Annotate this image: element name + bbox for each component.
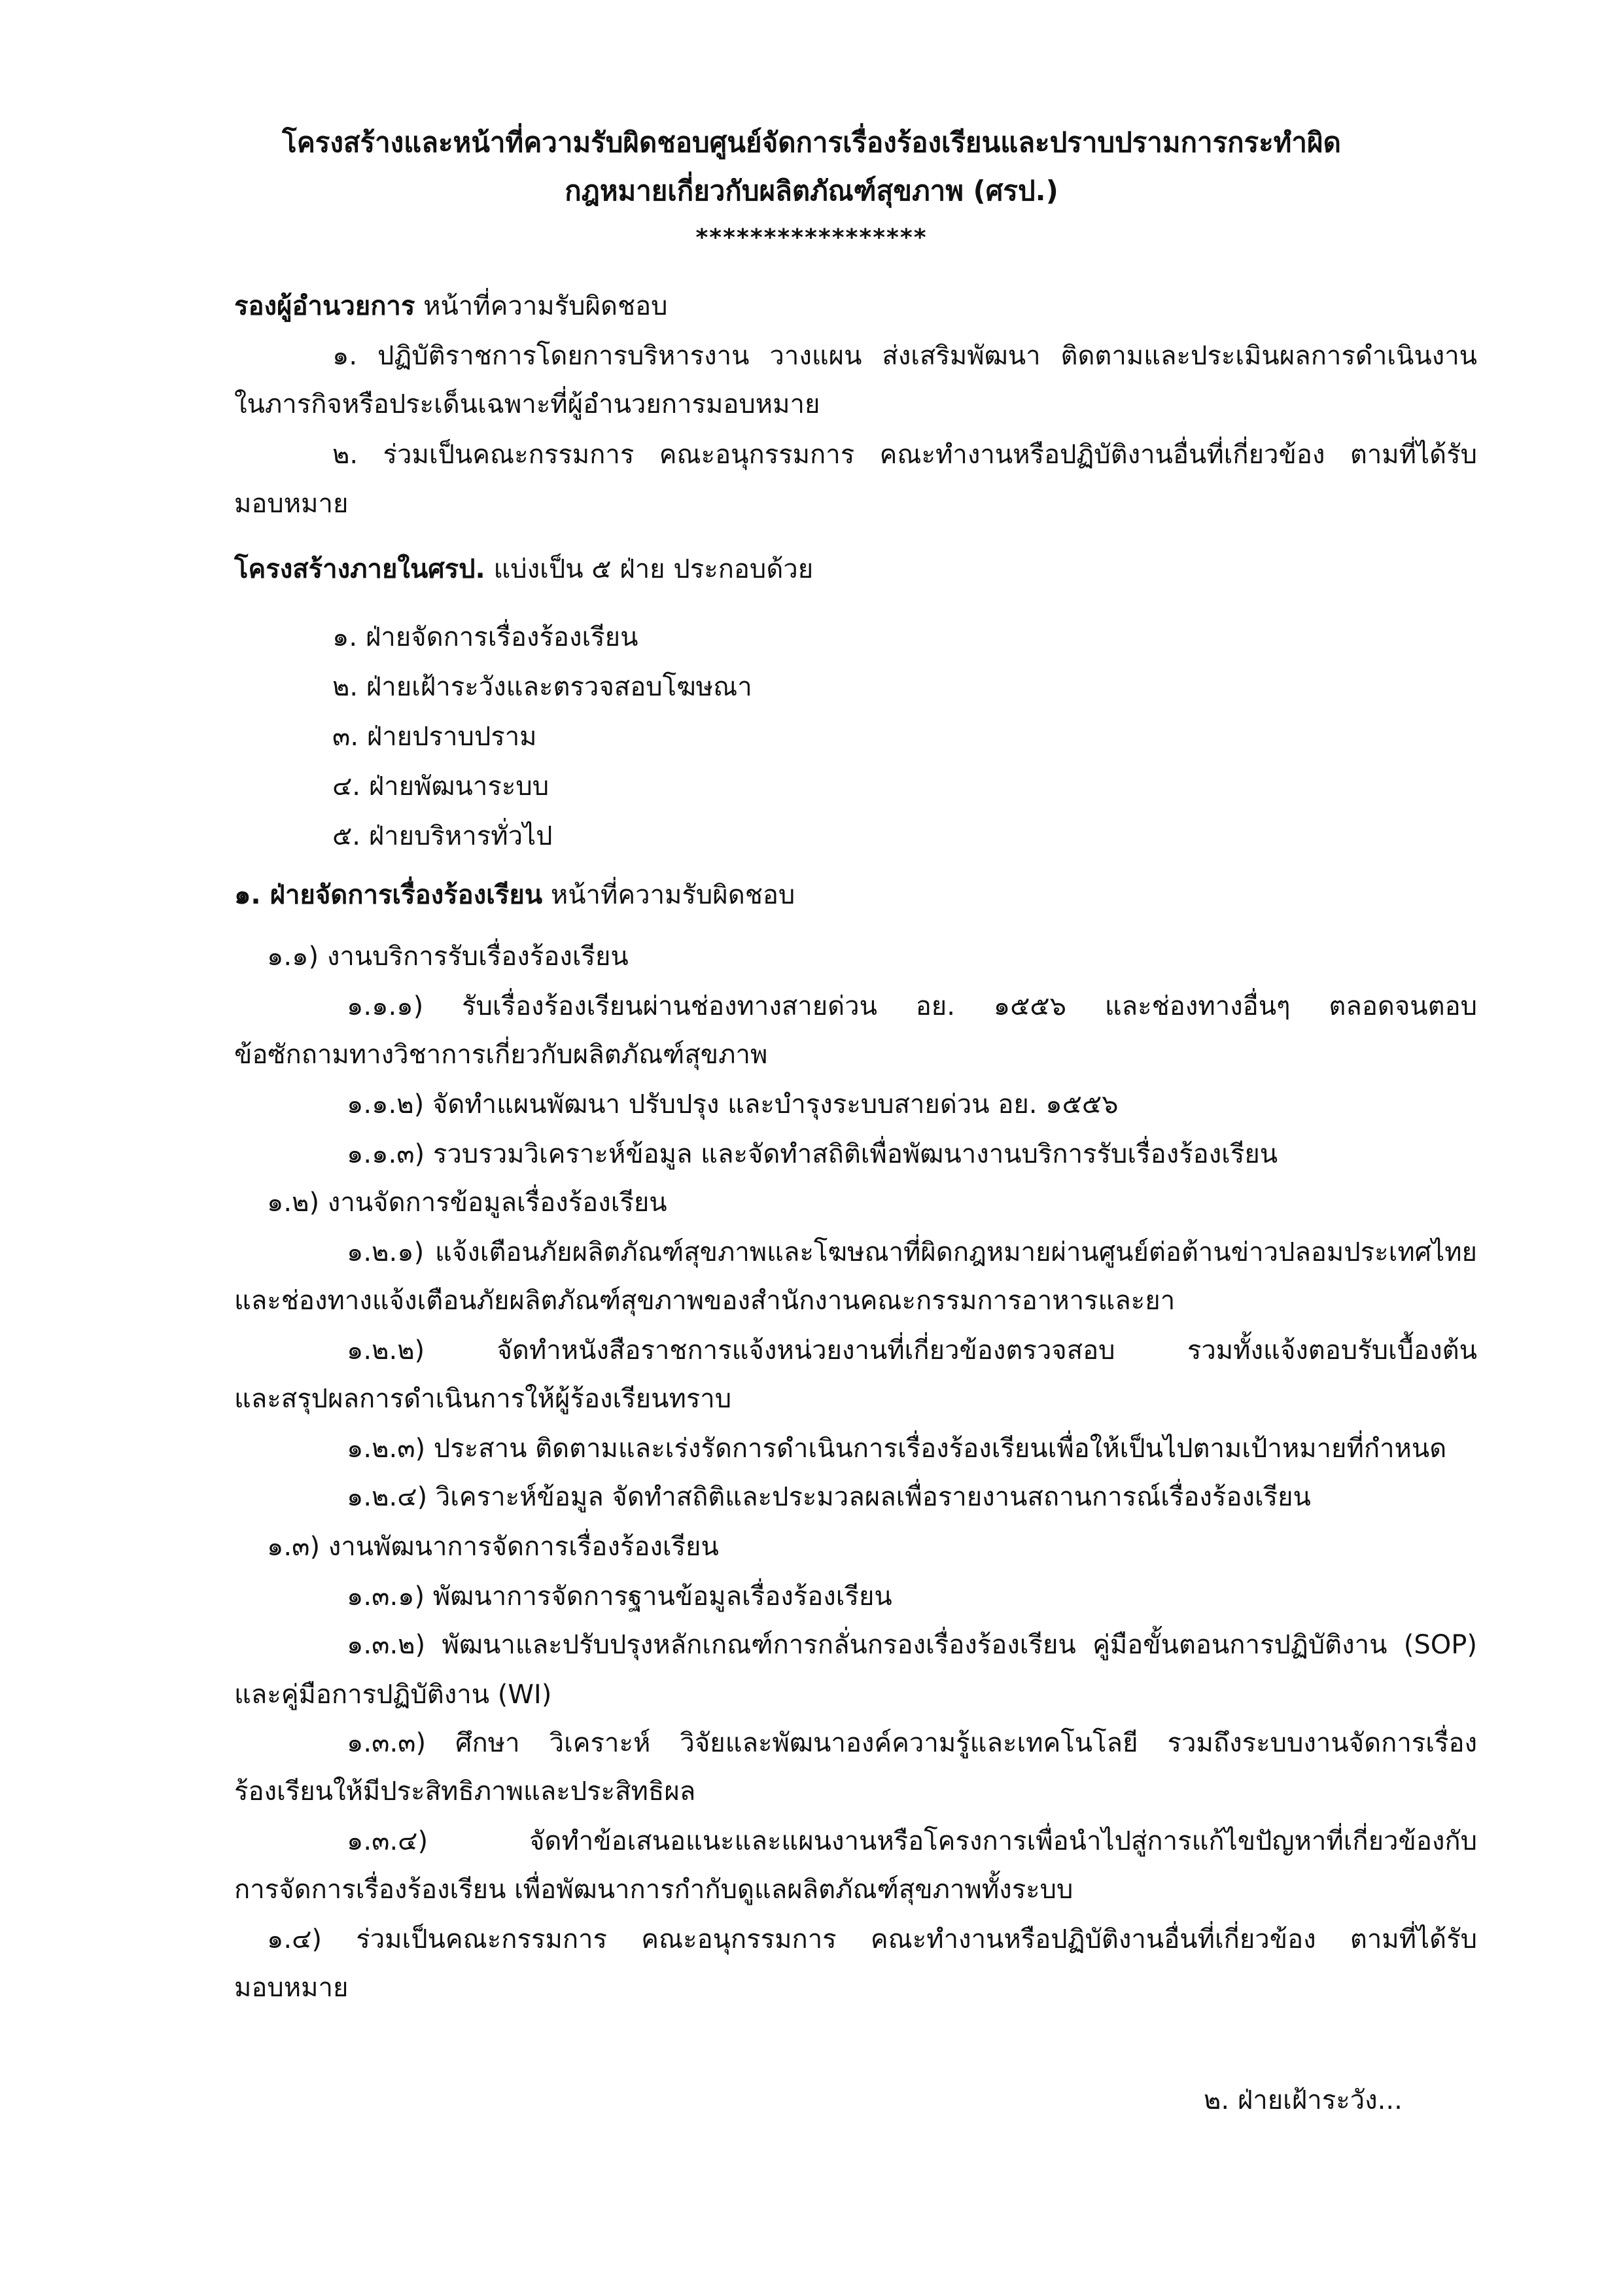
division-item: ๔. ฝ่ายพัฒนาระบบ	[332, 771, 550, 802]
subsection-1-1: ๑.๑) งานบริการรับเรื่องร้องเรียน	[267, 942, 629, 972]
item-1-2-3: ๑.๒.๓) ประสาน ติดตามและเร่งรัดการดำเนินการเรื่องร้องเรียนเพื่อให้เป็นไปตามเป้าหมายที่กำหนด	[347, 1434, 1447, 1464]
subsection-1-4-line-1: ๑.๔) ร่วมเป็นคณะกรรมการ คณะอนุกรรมการ คณะทำงานหรือปฏิบัติงานอื่นที่เกี่ยวข้อง ตามที่ได้รับ	[267, 1924, 1477, 1954]
deputy-item-2-line-1: ๒. ร่วมเป็นคณะกรรมการ คณะอนุกรรมการ คณะทำงานหรือปฏิบัติงานอื่นที่เกี่ยวข้อง ตามที่ได้รับ	[332, 440, 1477, 470]
item-1-1-2: ๑.๑.๒) จัดทำแผนพัฒนา ปรับปรุง และบำรุงระบบสายด่วน อย. ๑๕๕๖	[347, 1089, 1119, 1120]
document-title-line-1: โครงสร้างและหน้าที่ความรับผิดชอบศูนย์จัดการเรื่องร้องเรียนและปราบปรามการกระทำผิด	[282, 126, 1341, 158]
item-1-2-1-line-1: ๑.๒.๑) แจ้งเตือนภัยผลิตภัณฑ์สุขภาพและโฆษณาที่ผิดกฎหมายผ่านศูนย์ต่อต้านข่าวปลอมประเทศไทย	[347, 1237, 1477, 1267]
item-1-3-2-line-1: ๑.๓.๒) พัฒนาและปรับปรุงหลักเกณฑ์การกลั่นกรองเรื่องร้องเรียน คู่มือขั้นตอนการปฏิบัติงาน (SOP)	[347, 1630, 1477, 1660]
item-1-3-3-line-2: ร้องเรียนให้มีประสิทธิภาพและประสิทธิผล	[234, 1776, 696, 1807]
section-1-heading	[234, 875, 795, 915]
division-item: ๒. ฝ่ายเฝ้าระวังและตรวจสอบโฆษณา	[332, 672, 752, 702]
structure-heading	[234, 550, 813, 589]
continuation-note: ๒. ฝ่ายเฝ้าระวัง...	[1204, 2085, 1403, 2115]
item-1-3-4-line-1: ๑.๓.๔) จัดทำข้อเสนอแนะและแผนงานหรือโครงการเพื่อนำไปสู่การแก้ไขปัญหาที่เกี่ยวข้องกับ	[347, 1826, 1477, 1856]
deputy-item-2-line-2: มอบหมาย	[234, 489, 349, 519]
item-1-3-4-line-2: การจัดการเรื่องร้องเรียน เพื่อพัฒนาการกำกับดูแลผลิตภัณฑ์สุขภาพทั้งระบบ	[234, 1875, 1073, 1905]
section-1-heading-label: ๑. ฝ่ายจัดการเรื่องร้องเรียน	[234, 880, 543, 910]
subsection-1-4-line-2: มอบหมาย	[234, 1973, 349, 2003]
deputy-heading-suffix: หน้าที่ความรับผิดชอบ	[415, 291, 668, 321]
subsection-1-2: ๑.๒) งานจัดการข้อมูลเรื่องร้องเรียน	[267, 1188, 667, 1218]
division-item: ๑. ฝ่ายจัดการเรื่องร้องเรียน	[332, 622, 638, 652]
section-1-heading-suffix: หน้าที่ความรับผิดชอบ	[542, 880, 795, 910]
title-separator: *****************	[695, 224, 928, 251]
document-title-line-2: กฎหมายเกี่ยวกับผลิตภัณฑ์สุขภาพ (ศรป.)	[565, 175, 1058, 207]
item-1-2-2-line-2: และสรุปผลการดำเนินการให้ผู้ร้องเรียนทราบ	[234, 1384, 732, 1414]
division-item: ๓. ฝ่ายปราบปราม	[332, 722, 537, 752]
structure-heading-label: โครงสร้างภายในศรป.	[234, 554, 485, 584]
item-1-3-1: ๑.๓.๑) พัฒนาการจัดการฐานข้อมูลเรื่องร้องเรียน	[347, 1581, 892, 1612]
deputy-heading-label: รองผู้อำนวยการ	[234, 291, 415, 321]
deputy-item-1-line-2: ในภารกิจหรือประเด็นเฉพาะที่ผู้อำนวยการมอบหมาย	[234, 389, 820, 419]
division-item: ๕. ฝ่ายบริหารทั่วไป	[332, 821, 553, 851]
subsection-1-3: ๑.๓) งานพัฒนาการจัดการเรื่องร้องเรียน	[267, 1532, 719, 1562]
item-1-2-4: ๑.๒.๔) วิเคราะห์ข้อมูล จัดทำสถิติและประมวลผลเพื่อรายงานสถานการณ์เรื่องร้องเรียน	[347, 1482, 1311, 1512]
deputy-item-1-line-1: ๑. ปฏิบัติราชการโดยการบริหารงาน วางแผน ส่งเสริมพัฒนา ติดตามและประเมินผลการดำเนินงาน	[332, 341, 1477, 371]
item-1-1-1-line-2: ข้อซักถามทางวิชาการเกี่ยวกับผลิตภัณฑ์สุขภาพ	[234, 1040, 768, 1070]
item-1-3-2-line-2: และคู่มือการปฏิบัติงาน (WI)	[234, 1680, 552, 1710]
item-1-2-1-line-2: และช่องทางแจ้งเตือนภัยผลิตภัณฑ์สุขภาพของสำนักงานคณะกรรมการอาหารและยา	[234, 1286, 1176, 1316]
item-1-3-3-line-1: ๑.๓.๓) ศึกษา วิเคราะห์ วิจัยและพัฒนาองค์ความรู้และเทคโนโลยี รวมถึงระบบงานจัดการเรื่อง	[347, 1728, 1477, 1758]
item-1-1-3: ๑.๑.๓) รวบรวมวิเคราะห์ข้อมูล และจัดทำสถิติเพื่อพัฒนางานบริการรับเรื่องร้องเรียน	[347, 1139, 1278, 1169]
item-1-2-2-line-1: ๑.๒.๒) จัดทำหนังสือราชการแจ้งหน่วยงานที่เกี่ยวข้องตรวจสอบ รวมทั้งแจ้งตอบรับเบื้องต้น	[347, 1335, 1477, 1366]
structure-heading-suffix: แบ่งเป็น ๕ ฝ่าย ประกอบด้วย	[485, 554, 814, 584]
item-1-1-1-line-1: ๑.๑.๑) รับเรื่องร้องเรียนผ่านช่องทางสายด่วน อย. ๑๕๕๖ และช่องทางอื่นๆ ตลอดจนตอบ	[347, 991, 1477, 1021]
deputy-heading	[234, 287, 668, 326]
